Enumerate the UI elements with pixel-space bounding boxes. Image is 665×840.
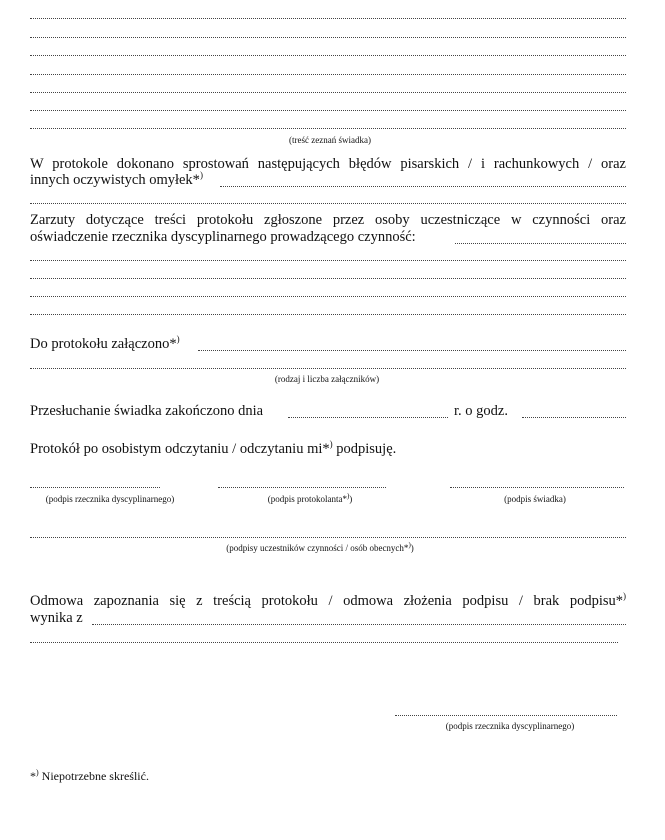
- end-date-suffix: r. o godz.: [454, 403, 508, 419]
- objections-line2: oświadczenie rzecznika dyscyplinarnego prowadzącego czynność:: [30, 229, 416, 245]
- witness-signature-line[interactable]: [450, 487, 624, 488]
- refusal-mark: ): [623, 591, 626, 602]
- footnote-sup: ): [36, 768, 39, 777]
- testimony-line[interactable]: [30, 55, 626, 56]
- testimony-caption: (treść zeznań świadka): [289, 135, 371, 145]
- refusal-line[interactable]: [30, 642, 618, 643]
- objections-fill-line[interactable]: [455, 243, 626, 244]
- clerk-caption-text: (podpis protokolanta*: [267, 494, 347, 504]
- attachments-mark: ): [176, 334, 180, 345]
- refusal-line1: [30, 592, 626, 610]
- objections-line1: Zarzuty dotyczące treści protokołu zgłoszone przez osoby uczestniczące w czynności oraz: [30, 212, 626, 228]
- end-date-field[interactable]: [288, 417, 448, 418]
- clerk-signature-caption: [230, 494, 390, 505]
- refusal-line1-text: Odmowa zapoznania się z treścią protokołu / odmowa złożenia podpisu / brak podpisu*: [30, 593, 623, 609]
- reading-statement: [30, 441, 396, 458]
- participants-signature-line[interactable]: [30, 537, 626, 538]
- corrections-line[interactable]: [30, 203, 626, 204]
- refusal-line2: wynika z: [30, 610, 83, 626]
- attachments-line[interactable]: [30, 368, 626, 369]
- testimony-line[interactable]: [30, 18, 626, 19]
- footnote-text: Niepotrzebne skreślić.: [38, 769, 149, 783]
- objections-line[interactable]: [30, 278, 626, 279]
- footnote-mark: *: [30, 769, 36, 783]
- objections-line[interactable]: [30, 314, 626, 315]
- refusal-signature-caption: (podpis rzecznika dyscyplinarnego): [445, 721, 575, 731]
- attachments-label: [30, 336, 180, 353]
- end-label: Przesłuchanie świadka zakończono dnia: [30, 403, 264, 419]
- attachments-label-text: Do protokołu załączono*: [30, 336, 177, 352]
- participants-caption-end: ): [410, 543, 414, 553]
- clerk-caption-mark: ): [346, 492, 350, 500]
- participants-signature-caption: [180, 543, 460, 554]
- corrections-mark: ): [199, 170, 203, 181]
- testimony-line[interactable]: [30, 92, 626, 93]
- prosecutor-signature-caption: (podpis rzecznika dyscyplinarnego): [45, 494, 175, 504]
- prosecutor-signature-line[interactable]: [30, 487, 160, 488]
- corrections-line1: W protokole dokonano sprostowań następujących błędów pisarskich / i rachunkowych / oraz: [30, 156, 626, 172]
- reading-mark: ): [329, 439, 333, 450]
- testimony-line[interactable]: [30, 37, 626, 38]
- testimony-line[interactable]: [30, 128, 626, 129]
- witness-signature-caption: (podpis świadka): [504, 494, 566, 504]
- corrections-line2-text: innych oczywistych omyłek*: [30, 172, 200, 188]
- testimony-line[interactable]: [30, 110, 626, 111]
- objections-line[interactable]: [30, 260, 626, 261]
- corrections-fill-line[interactable]: [220, 186, 626, 187]
- end-time-field[interactable]: [522, 417, 626, 418]
- participants-caption-text: (podpisy uczestników czynności / osób obecnych*: [226, 543, 409, 553]
- refusal-signature-line[interactable]: [395, 715, 617, 716]
- objections-line[interactable]: [30, 296, 626, 297]
- footnote: [30, 768, 149, 785]
- attachments-fill-line[interactable]: [198, 350, 626, 351]
- attachments-caption: (rodzaj i liczba załączników): [274, 374, 380, 384]
- refusal-fill-line[interactable]: [92, 624, 626, 625]
- clerk-signature-line[interactable]: [218, 487, 386, 488]
- testimony-line[interactable]: [30, 74, 626, 75]
- participants-caption-mark: ): [408, 541, 411, 549]
- reading-text-a: Protokół po osobistym odczytaniu / odczytaniu mi*: [30, 441, 330, 457]
- reading-text-b: podpisuję.: [332, 441, 397, 457]
- clerk-caption-end: ): [349, 494, 353, 504]
- corrections-line2: [30, 172, 203, 189]
